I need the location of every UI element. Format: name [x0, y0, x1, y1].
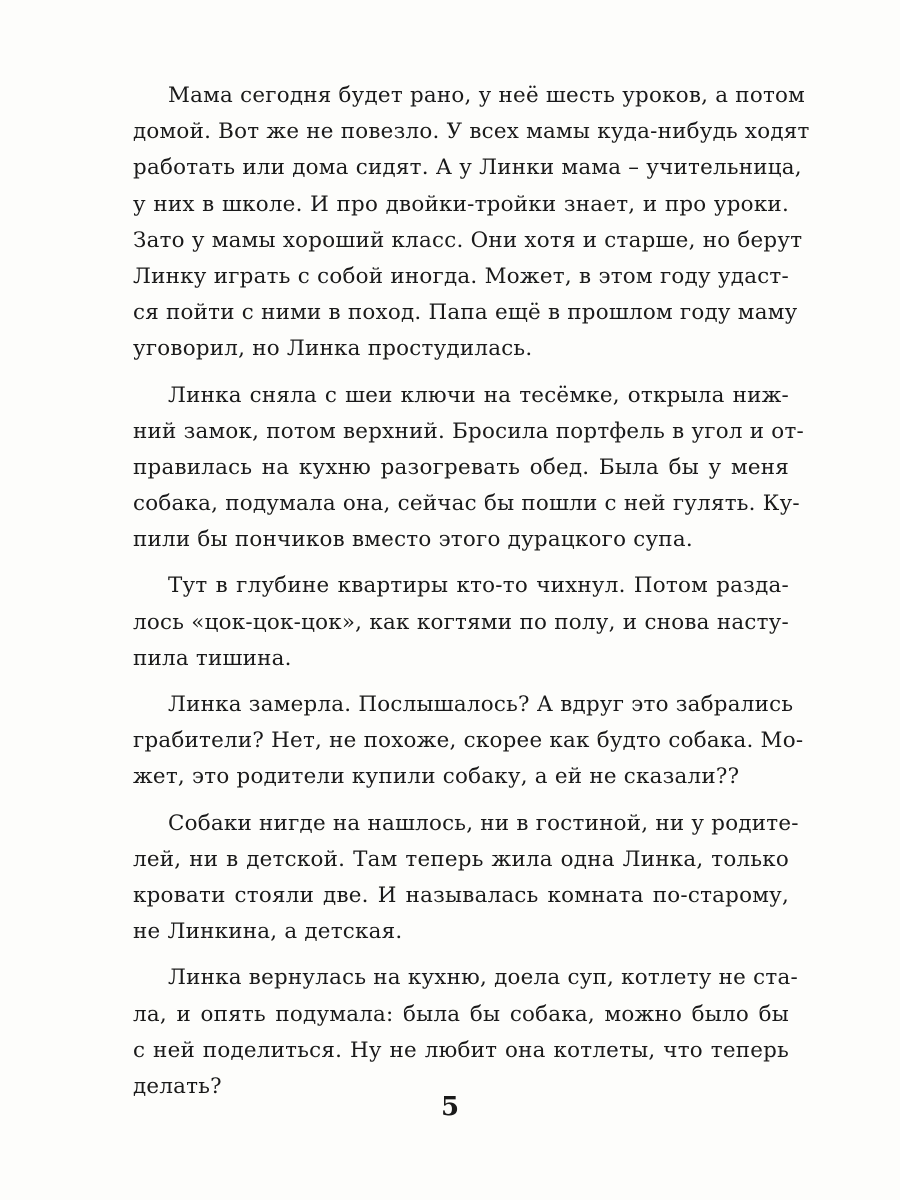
text-line: лей, ни в детской. Там теперь жила одна Линка, только — [133, 846, 789, 872]
text-line: домой. Вот же не повезло. У всех мамы куда-нибудь ходят — [133, 119, 810, 145]
text-line: лось «цок-цок-цок», как когтями по полу, и снова насту- — [133, 609, 789, 635]
text-line: ний замок, потом верхний. Бросила портфель в угол и от- — [133, 418, 805, 444]
text-line: делать? — [133, 1073, 222, 1099]
text-line: Мама сегодня будет рано, у неё шесть уроков, а потом — [168, 83, 806, 108]
paragraph-4 — [133, 687, 804, 796]
body-text — [133, 78, 810, 1115]
paragraph-5 — [133, 806, 799, 951]
text-line: Линка замерла. Послышалось? А вдруг это забрались — [168, 692, 794, 717]
paragraph-2 — [133, 378, 805, 559]
text-line: кровати стояли две. И называлась комната по-старому, — [133, 882, 789, 908]
text-line: правилась на кухню разогревать обед. Была бы у меня — [133, 454, 789, 480]
text-line: собака, подумала она, сейчас бы пошли с ней гулять. Ку- — [133, 491, 800, 517]
page-number: 5 — [440, 1092, 460, 1122]
text-line: ла, и опять подумала: была бы собака, можно было бы — [133, 1001, 789, 1027]
text-line: с ней поделиться. Ну не любит она котлеты, что теперь — [133, 1037, 789, 1063]
text-line: пили бы пончиков вместо этого дурацкого супа. — [133, 527, 693, 553]
text-line: Собаки нигде на нашлось, ни в гостиной, ни у родите- — [168, 810, 799, 836]
text-line: жет, это родители купили собаку, а ей не сказали?? — [133, 764, 740, 790]
text-line: Линка вернулась на кухню, доела суп, котлету не ста- — [168, 965, 798, 991]
text-line: Линка сняла с шеи ключи на тесёмке, открыла ниж- — [168, 382, 789, 408]
paragraph-6 — [133, 960, 798, 1105]
text-line: не Линкина, а детская. — [133, 919, 403, 945]
text-line: грабители? Нет, не похоже, скорее как будто собака. Мо- — [133, 728, 804, 754]
paragraph-1 — [133, 78, 810, 368]
paragraph-3 — [133, 568, 789, 677]
text-line: Тут в глубине квартиры кто-то чихнул. Потом разда- — [168, 573, 789, 599]
text-line: у них в школе. И про двойки-тройки знает, и про уроки. — [133, 191, 789, 217]
text-line: пила тишина. — [133, 645, 292, 671]
text-line: ся пойти с ними в поход. Папа ещё в прошлом году маму — [133, 300, 798, 326]
text-line: работать или дома сидят. А у Линки мама – учительница, — [133, 155, 802, 181]
text-line: Линку играть с собой иногда. Может, в этом году удаст- — [133, 263, 789, 289]
text-line: уговорил, но Линка простудилась. — [133, 336, 533, 362]
text-line: Зато у мамы хороший класс. Они хотя и старше, но берут — [133, 227, 803, 253]
